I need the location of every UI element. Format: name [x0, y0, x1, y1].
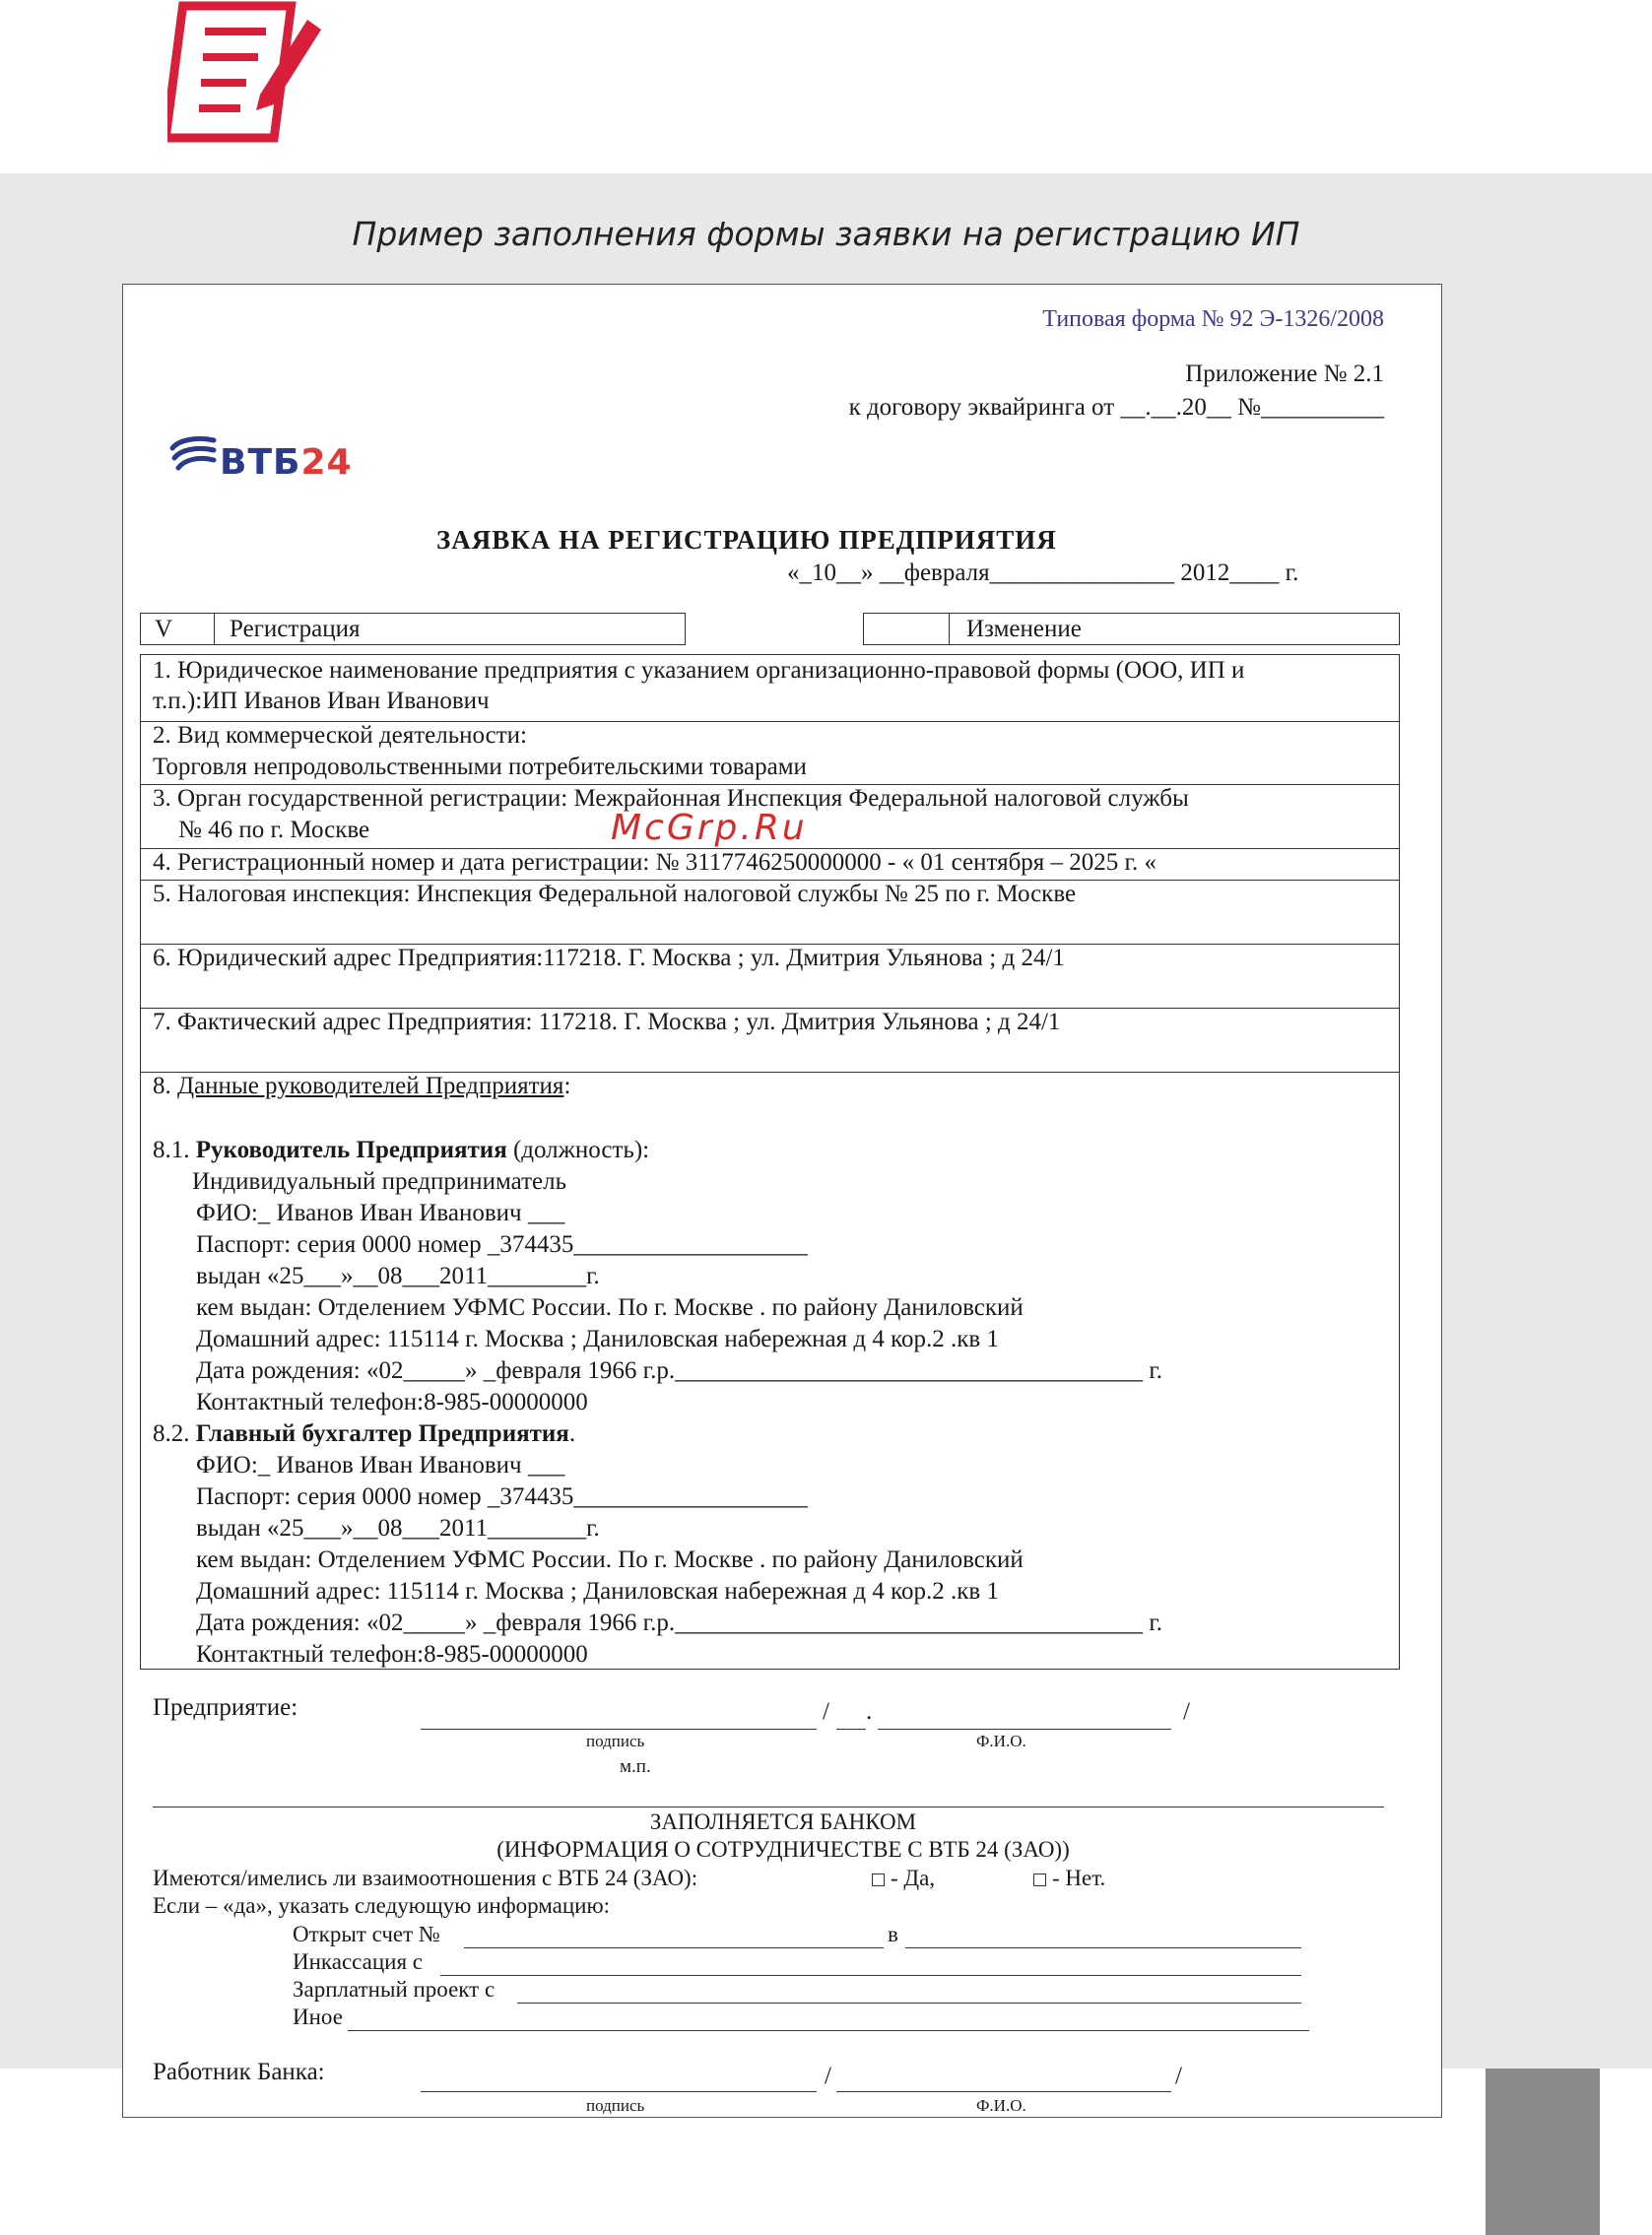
- registration-box[interactable]: [140, 613, 686, 645]
- change-box[interactable]: [863, 613, 1400, 645]
- other-label: Иное: [293, 2005, 343, 2029]
- collection-label: Инкассация с: [293, 1949, 424, 1974]
- section-2-line1: 2. Вид коммерческой деятельности:: [153, 722, 527, 749]
- bank-logo-number: 24: [300, 442, 353, 483]
- director-position: Индивидуальный предприниматель: [192, 1168, 566, 1195]
- section-6: 6. Юридический адрес Предприятия:117218. Г. Москва ; ул. Дмитрия Ульянова ; д 24/1: [153, 945, 1065, 971]
- bank-logo-text: ВТБ: [220, 442, 301, 483]
- section-8-2-number: 8.2.: [153, 1420, 196, 1447]
- no-checkbox[interactable]: [1033, 1873, 1046, 1886]
- director-phone: Контактный телефон:8-985-00000000: [196, 1389, 588, 1415]
- section-8-1-heading: [153, 1136, 649, 1165]
- section-5: 5. Налоговая инспекция: Инспекция Федеральной налоговой службы № 25 по г. Москве: [153, 881, 1077, 907]
- account-label: Открыт счет №: [293, 1922, 440, 1946]
- section-3-line1: 3. Орган государственной регистрации: Межрайонная Инспекция Федеральной налоговой службы: [153, 785, 1189, 812]
- bank-logo-icon: [166, 434, 218, 474]
- change-box-divider: [949, 613, 950, 645]
- signature-separator: /: [1183, 1698, 1190, 1725]
- section-4: 4. Регистрационный номер и дата регистрации: № 3117746250000000 - « 01 сентября – 2025 г. «: [153, 849, 1156, 876]
- enterprise-initials-line[interactable]: [836, 1729, 866, 1730]
- bank-section-title: ЗАПОЛНЯЕТСЯ БАНКОМ: [649, 1809, 917, 1834]
- form-title: ЗАЯВКА НА РЕГИСТРАЦИЮ ПРЕДПРИЯТИЯ: [436, 525, 1057, 555]
- section-8-title: Данные руководителей Предприятия: [177, 1073, 564, 1099]
- signature-caption: подпись: [586, 1732, 645, 1750]
- section-3-line2: № 46 по г. Москве: [178, 817, 370, 843]
- registration-mark: V: [155, 616, 173, 642]
- bank-logo: [220, 442, 353, 483]
- enterprise-label: Предприятие:: [153, 1694, 298, 1721]
- signature-dot: .: [866, 1698, 873, 1725]
- director-passport-issued: выдан «25___»__08___2011________г.: [196, 1263, 600, 1289]
- section-8-2-suffix: .: [568, 1420, 576, 1447]
- director-fio: ФИО:_ Иванов Иван Иванович ___: [196, 1200, 565, 1226]
- application-form: [122, 284, 1442, 2118]
- bank-employee-label: Работник Банка:: [153, 2059, 325, 2085]
- signature-separator: /: [1175, 2063, 1182, 2089]
- other-field[interactable]: [348, 2030, 1309, 2031]
- yes-checkbox[interactable]: [872, 1873, 885, 1886]
- contract-reference: к договору эквайринга от __.__.20__ №__________: [848, 394, 1384, 421]
- registration-box-divider: [214, 613, 215, 645]
- signature-separator: /: [823, 1698, 829, 1725]
- section-7: 7. Фактический адрес Предприятия: 117218. Г. Москва ; ул. Дмитрия Ульянова ; д 24/1: [153, 1009, 1061, 1035]
- page-caption: Пример заполнения формы заявки на регистрацию ИП: [352, 215, 1300, 253]
- fio-caption: Ф.И.О.: [976, 2096, 1026, 2115]
- form-edit-icon: [167, 0, 325, 146]
- page-corner-marker: [1486, 2069, 1600, 2235]
- section-8-1-number: 8.1.: [153, 1137, 196, 1163]
- director-passport: Паспорт: серия 0000 номер _374435___________________: [196, 1231, 808, 1258]
- director-passport-issuer: кем выдан: Отделением УФМС России. По г. Москве . по району Даниловский: [196, 1294, 1024, 1321]
- change-label: Изменение: [966, 616, 1082, 642]
- account-number-field[interactable]: [464, 1947, 884, 1948]
- fio-caption: Ф.И.О.: [976, 1732, 1026, 1750]
- section-8-1-suffix: (должность):: [506, 1137, 650, 1163]
- watermark: McGrp.Ru: [611, 808, 808, 848]
- salary-project-label: Зарплатный проект с: [293, 1977, 496, 2002]
- accountant-fio: ФИО:_ Иванов Иван Иванович ___: [196, 1452, 565, 1479]
- accountant-passport-issuer: кем выдан: Отделением УФМС России. По г. Москве . по району Даниловский: [196, 1546, 1024, 1573]
- section-8-2-title: Главный бухгалтер Предприятия: [195, 1420, 569, 1447]
- accountant-birth-date: Дата рождения: «02_____» _февраля 1966 г.р.______________________________________ г.: [196, 1610, 1163, 1636]
- registration-label: Регистрация: [230, 616, 361, 642]
- accountant-phone: Контактный телефон:8-985-00000000: [196, 1641, 588, 1668]
- typical-form-number: Типовая форма № 92 Э-1326/2008: [1042, 306, 1384, 332]
- signature-caption: подпись: [586, 2096, 645, 2115]
- accountant-passport: Паспорт: серия 0000 номер _374435___________________: [196, 1483, 808, 1510]
- section-8-1-title: Руководитель Предприятия: [195, 1137, 507, 1163]
- accountant-home-address: Домашний адрес: 115114 г. Москва ; Даниловская набережная д 4 кор.2 .кв 1: [196, 1578, 999, 1605]
- bank-section-subtitle: (ИНФОРМАЦИЯ О СОТРУДНИЧЕСТВЕ С ВТБ 24 (ЗАО)): [496, 1837, 1070, 1862]
- section-8-2-heading: [153, 1419, 575, 1449]
- appendix-label: Приложение № 2.1: [1185, 361, 1384, 387]
- form-date: «_10__» __февраля_______________ 2012____ г.: [787, 559, 1299, 586]
- yes-option-label: - Да,: [891, 1866, 936, 1890]
- relations-question: Имеются/имелись ли взаимоотношения с ВТБ 24 (ЗАО):: [153, 1866, 698, 1890]
- section-8-number: 8.: [153, 1073, 177, 1099]
- collection-field[interactable]: [440, 1975, 1301, 1976]
- section-8-colon: :: [563, 1073, 571, 1099]
- section-1-line2: т.п.):ИП Иванов Иван Иванович: [153, 688, 490, 714]
- no-option-label: - Нет.: [1052, 1866, 1106, 1890]
- account-bank-field[interactable]: [905, 1947, 1301, 1948]
- section-1-line1: 1. Юридическое наименование предприятия с указанием организационно-правовой формы (ООО, ИП и: [153, 657, 1245, 684]
- director-home-address: Домашний адрес: 115114 г. Москва ; Даниловская набережная д 4 кор.2 .кв 1: [196, 1326, 999, 1352]
- account-in-label: в: [888, 1922, 898, 1946]
- yes-option[interactable]: [872, 1864, 935, 1893]
- if-yes-instruction: Если – «да», указать следующую информацию:: [153, 1893, 611, 1918]
- salary-project-field[interactable]: [517, 2003, 1301, 2004]
- director-birth-date: Дата рождения: «02_____» _февраля 1966 г.р.______________________________________ г.: [196, 1357, 1163, 1384]
- accountant-passport-issued: выдан «25___»__08___2011________г.: [196, 1515, 600, 1542]
- no-option[interactable]: [1033, 1864, 1105, 1893]
- stamp-label: м.п.: [620, 1756, 651, 1777]
- section-2-line2: Торговля непродовольственными потребительскими товарами: [153, 754, 807, 780]
- signature-separator: /: [825, 2063, 831, 2089]
- section-8-heading: [153, 1072, 570, 1101]
